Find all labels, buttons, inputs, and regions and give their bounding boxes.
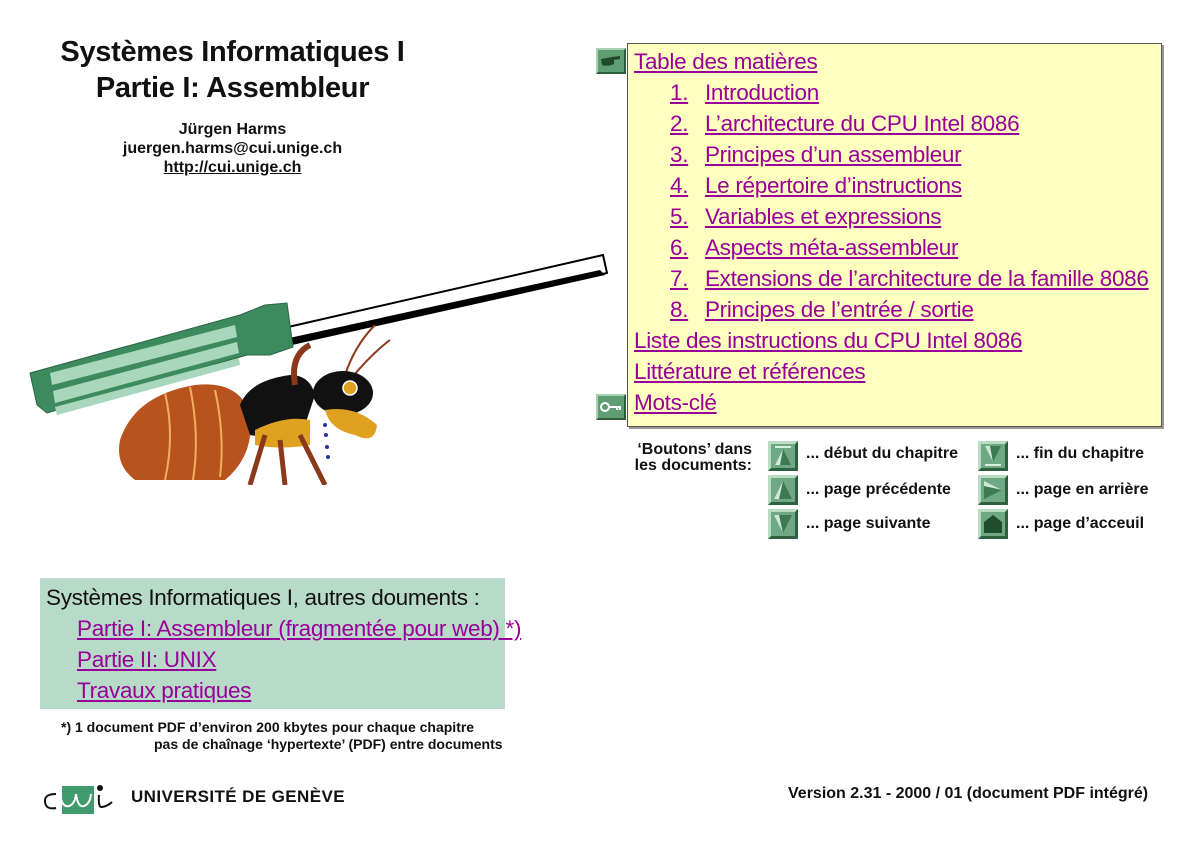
document-title (40, 34, 425, 106)
chapter-end-icon (981, 444, 1005, 468)
home-icon (981, 512, 1005, 536)
toc-chapter-2[interactable] (670, 108, 1019, 139)
chapter-number[interactable]: 3. (670, 142, 689, 167)
chapter-link[interactable]: Principes d’un assembleur (704, 142, 962, 167)
chapter-number[interactable]: 1. (670, 80, 689, 105)
page-previous-button[interactable] (768, 475, 798, 505)
home-label: ... page d’acceuil (1016, 515, 1145, 532)
table-of-contents-panel (627, 43, 1162, 427)
toc-chapter-1[interactable] (670, 77, 819, 108)
legend-label-line-2: les documents: (634, 457, 752, 474)
author-email: juergen.harms@cui.unige.ch (122, 140, 343, 157)
university-name: UNIVERSITÉ DE GENÈVE (131, 787, 345, 806)
legend-label-line-1: ‘Boutons’ dans (637, 441, 752, 458)
chapter-end-label: ... fin du chapitre (1016, 445, 1145, 462)
key-icon (598, 396, 624, 418)
chapter-link[interactable]: Principes de l’entrée / sortie (704, 297, 974, 322)
chapter-number[interactable]: 4. (670, 173, 689, 198)
keywords-key-button[interactable] (596, 394, 626, 420)
chapter-start-icon (771, 444, 795, 468)
toc-instruction-list-link[interactable]: Liste des instructions du CPU Intel 8086 (634, 328, 1023, 353)
chapter-number[interactable]: 5. (670, 204, 689, 229)
toc-chapter-6[interactable] (670, 232, 958, 263)
chapter-link[interactable]: Introduction (704, 80, 819, 105)
chapter-link[interactable]: Le répertoire d’instructions (704, 173, 962, 198)
chapter-end-button[interactable] (978, 441, 1008, 471)
toc-chapter-8[interactable] (670, 294, 974, 325)
author-name: Jürgen Harms (178, 121, 287, 138)
page-previous-icon (771, 478, 795, 502)
toc-chapter-7[interactable] (670, 263, 1149, 294)
cui-logo (42, 782, 117, 814)
page-back-label: ... page en arrière (1016, 481, 1149, 498)
page-next-button[interactable] (768, 509, 798, 539)
doc-link-assembleur-web[interactable]: Partie I: Assembleur (fragmentée pour web) *) (77, 616, 522, 641)
other-documents-heading: Systèmes Informatiques I, autres douments : (46, 585, 480, 610)
toc-heading-link[interactable]: Table des matières (634, 49, 818, 74)
ant-screwdriver-illustration (25, 245, 615, 485)
page-next-icon (771, 512, 795, 536)
chapter-link[interactable]: Extensions de l’architecture de la famille 8086 (704, 266, 1149, 291)
chapter-number[interactable]: 8. (670, 297, 689, 322)
footnote-line-2: pas de chaînage ‘hypertexte’ (PDF) entre documents (154, 736, 503, 752)
toc-chapter-5[interactable] (670, 201, 941, 232)
chapter-link[interactable]: Aspects méta-assembleur (704, 235, 959, 260)
pointing-hand-icon (598, 50, 624, 72)
chapter-link[interactable]: Variables et expressions (704, 204, 942, 229)
buttons-legend-label (612, 442, 752, 474)
doc-link-unix[interactable]: Partie II: UNIX (77, 647, 217, 672)
doc-link-travaux-pratiques[interactable]: Travaux pratiques (77, 678, 252, 703)
author-url-link[interactable]: http://cui.unige.ch (163, 159, 302, 176)
chapter-number[interactable]: 7. (670, 266, 689, 291)
title-line-1: Systèmes Informatiques I (60, 36, 405, 68)
title-line-2: Partie I: Assembleur (95, 72, 370, 104)
page-back-button[interactable] (978, 475, 1008, 505)
page-previous-label: ... page précédente (806, 481, 951, 498)
other-documents-panel (40, 578, 522, 709)
author-block (40, 120, 425, 177)
chapter-number[interactable]: 2. (670, 111, 689, 136)
toc-keywords-link[interactable]: Mots-clé (634, 390, 717, 415)
toc-chapter-4[interactable] (670, 170, 962, 201)
chapter-start-label: ... début du chapitre (806, 445, 959, 462)
chapter-number[interactable]: 6. (670, 235, 689, 260)
version-info: Version 2.31 - 2000 / 01 (document PDF intégré) (788, 785, 1149, 802)
footnote-line-1: *) 1 document PDF d’environ 200 kbytes pour chaque chapitre (61, 719, 475, 735)
chapter-start-button[interactable] (768, 441, 798, 471)
toc-pointing-hand-button[interactable] (596, 48, 626, 74)
chapter-link[interactable]: L’architecture du CPU Intel 8086 (704, 111, 1020, 136)
page-back-icon (981, 478, 1005, 502)
page-next-label: ... page suivante (806, 515, 931, 532)
toc-chapter-3[interactable] (670, 139, 961, 170)
toc-literature-link[interactable]: Littérature et références (634, 359, 866, 384)
home-button[interactable] (978, 509, 1008, 539)
